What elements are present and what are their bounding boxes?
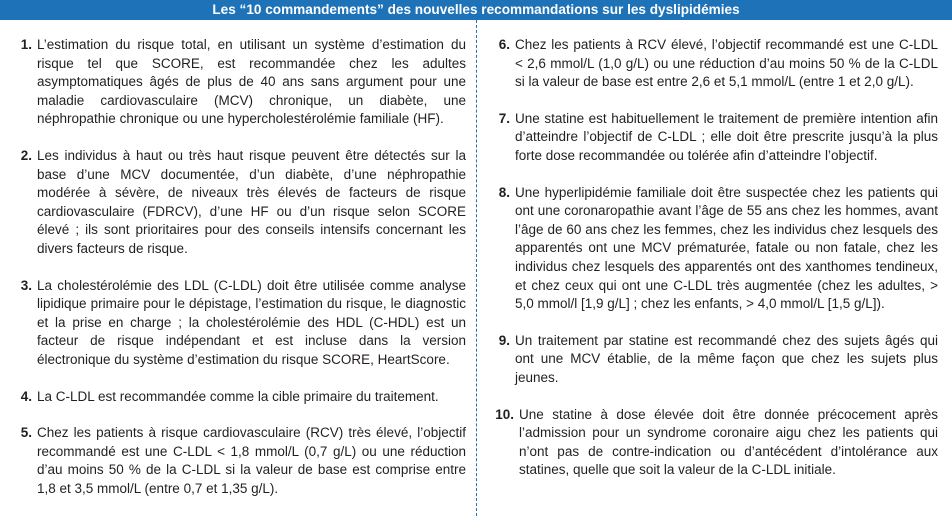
right-column xyxy=(488,36,938,480)
item-number: 2. xyxy=(20,147,32,163)
item-text: Une statine à dose élevée doit être donnée précocement après l’admission pour un syndrome coronaire aigu chez les patients qui n’ont pas de contre-indication ou d’antécédent d’intolérance aux statines, quelle que soit la valeur de la C-LDL initiale. xyxy=(519,406,938,478)
item-number: 7. xyxy=(498,110,510,126)
item-text: La C-LDL est recommandée comme la cible primaire du traitement. xyxy=(37,388,439,404)
item-number: 8. xyxy=(498,184,510,200)
recommendation-item-3 xyxy=(10,277,466,370)
item-text: Un traitement par statine est recommandé chez des sujets âgés qui ont une MCV établie, de la même façon que chez les sujets plus jeunes. xyxy=(515,332,938,385)
column-divider xyxy=(476,20,477,516)
recommendation-item-2 xyxy=(10,147,466,259)
item-text: Une statine est habituellement le traitement de première intention afin d’atteindre l’objectif de C-LDL ; elle doit être prescrite jusqu’à la plus forte dose recommandée ou tolérée afin d’atteindre l’objectif. xyxy=(515,110,938,163)
item-text: Chez les patients à risque cardiovasculaire (RCV) très élevé, l’objectif recommandé est une C-LDL < 1,8 mmol/L (0,7 g/L) ou une réduction d’au moins 50 % de la C-LDL si la valeur de base est comprise entre 1,8 et 3,5 mmol/L (entre 0,7 et 1,35 g/L). xyxy=(37,425,466,496)
recommendation-item-1 xyxy=(10,36,466,129)
recommendation-item-4 xyxy=(10,388,466,407)
box-title: Les “10 commandements” des nouvelles recommandations sur les dyslipidémies xyxy=(0,0,952,20)
item-text: Une hyperlipidémie familiale doit être suspectée chez les patients qui ont une coronaropathie avant l’âge de 55 ans chez les hommes, avant l’âge de 60 ans chez les femmes, chez les individus chez lesquels des apparentés ont une MCV prématurée, fatale ou non fatale, chez les individus chez lesquels des apparentés ont des xanthomes tendineux, et chez ceux qui ont une C-LDL très augmentée (chez les adultes, > 5,0 mmol/l [1,9 g/L] ; chez les enfants, > 4,0 mmol/L [1,5 g/L]). xyxy=(515,184,938,312)
item-text: La cholestérolémie des LDL (C-LDL) doit être utilisée comme analyse lipidique primaire pour le dépistage, l’estimation du risque, le diagnostic et la prise en charge ; la cholestérolémie des HDL (C-HDL) est un facteur de risque indépendant et est incluse dans la version électronique du système d’estimation du risque SCORE, HeartScore. xyxy=(37,277,466,367)
recommendation-item-9 xyxy=(488,332,938,388)
item-text: Chez les patients à RCV élevé, l’objectif recommandé est une C-LDL < 2,6 mmol/L (1,0 g/L) ou une réduction d’au moins 50 % de la C-LDL si la valeur de base est entre 2,6 et 5,1 mmol/L (entre 1 et 2,0 g/L). xyxy=(515,37,938,90)
item-number: 9. xyxy=(498,332,510,348)
item-text: L’estimation du risque total, en utilisant un système d’estimation du risque tel que SCORE, est recommandée chez les adultes asymptomatiques âgés de plus de 40 ans sans argument pour une maladie cardiovasculaire (MCV) chronique, un diabète, une néphropathie chronique ou une hypercholestérolémie familiale (HF). xyxy=(37,37,466,127)
item-text: Les individus à haut ou très haut risque peuvent être détectés sur la base d’une MCV documentée, d’un diabète, d’une néphropathie modérée à sévère, de niveaux très élevés de facteurs de risque cardiovasculaire (FDRCV), d’une HF ou d’un risque selon SCORE élevé ; ils sont prioritaires pour des conseils intensifs concernant les divers facteurs de risque. xyxy=(37,147,466,256)
recommendations-body xyxy=(0,20,952,516)
recommendation-item-10 xyxy=(488,406,938,480)
recommendation-item-5 xyxy=(10,424,466,498)
left-column xyxy=(10,36,466,498)
item-number: 3. xyxy=(20,277,32,293)
recommendation-item-7 xyxy=(488,110,938,166)
recommendation-item-6 xyxy=(488,36,938,92)
item-number: 6. xyxy=(498,37,510,52)
recommendation-item-8 xyxy=(488,184,938,314)
item-number: 10. xyxy=(495,406,514,422)
item-number: 1. xyxy=(20,37,32,52)
item-number: 4. xyxy=(20,388,32,404)
item-number: 5. xyxy=(20,425,32,441)
